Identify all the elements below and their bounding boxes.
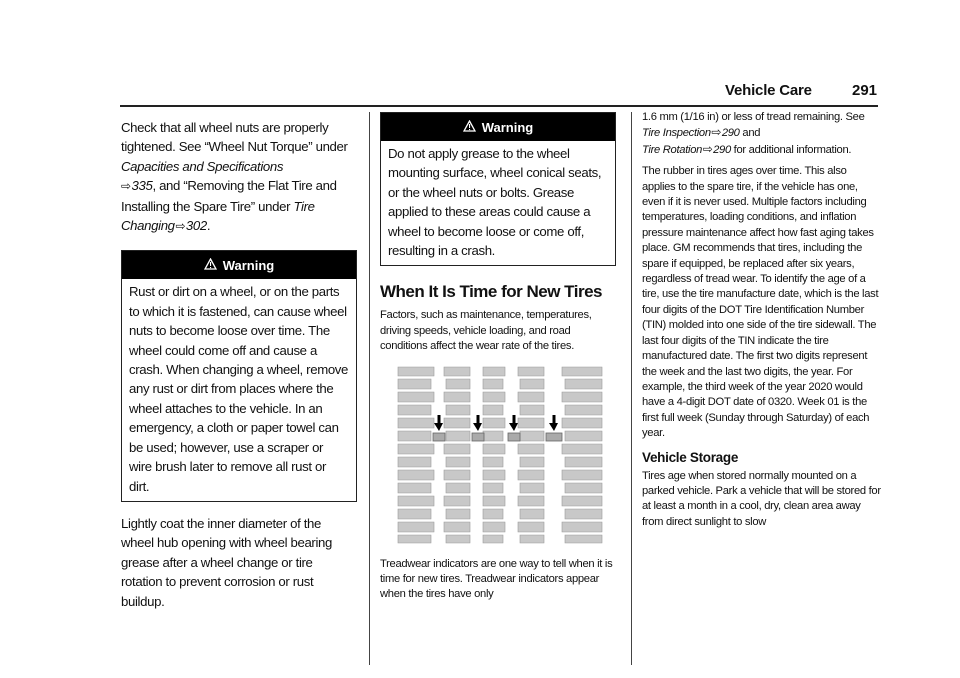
capacities-link[interactable]: Capacities and Specifications xyxy=(121,158,284,174)
storage-paragraph: Tires age when stored normally mounted on a parked vehicle. Park a vehicle that will be stored for at least a month in a cool, dry, clean area away from direct sunlight to slow xyxy=(642,469,881,528)
arrow-right-icon: ⇨ xyxy=(121,179,131,194)
tire-rotation-link[interactable]: Tire Rotation xyxy=(642,143,703,156)
page-link-290[interactable]: 290 xyxy=(713,143,731,156)
page-number: 291 xyxy=(852,82,878,99)
page-link-302[interactable]: 302 xyxy=(185,218,207,234)
warning-triangle-icon xyxy=(463,113,476,143)
warning-title: Warning xyxy=(481,120,534,135)
warning-text: Do not apply grease to the wheel mounting surface, wheel conical seats, or the wheel nuts or bolts. Grease applied to these areas could cause a wheel to become loose or come off, resulting in a crash. xyxy=(388,146,602,259)
warning-title: Warning xyxy=(222,258,275,274)
tire-inspection-link[interactable]: Tire Inspection xyxy=(642,127,711,140)
running-header-title: Vehicle Care xyxy=(725,82,812,99)
arrow-right-icon: ⇨ xyxy=(711,125,722,140)
warning-box-rust xyxy=(121,250,357,501)
section-heading-vehicle-storage: Vehicle Storage xyxy=(642,449,739,465)
warning-triangle-icon xyxy=(204,251,217,281)
header-rule xyxy=(120,105,878,107)
column-divider-right xyxy=(631,112,632,665)
page-link-335[interactable]: 335 xyxy=(131,178,153,194)
tire-changing-link[interactable]: Tire Changing xyxy=(121,198,315,234)
tread-remaining-paragraph: 1.6 mm (1/16 in) or less of tread remaining. See Tire Inspection ⇨ 290 and Tire Rotation ⇨ 290 for additional information. xyxy=(642,111,865,156)
hub-grease-paragraph: Lightly coat the inner diameter of the wheel hub opening with wheel bearing grease after a wheel change or tire rotation to prevent corrosion or rust buildup. xyxy=(121,515,333,609)
wear-factors-paragraph: Factors, such as maintenance, temperatures, driving speeds, vehicle loading, and road conditions affect the wear rate of the tires. xyxy=(380,309,592,353)
warning-text: Rust or dirt on a wheel, or on the parts to which it is fastened, can cause wheel nuts to become loose over time. The wheel could come off and cause a crash. When changing a wheel, remove any rust or dirt from places where the wheel attaches to the vehicle. In an emergency, a cloth or paper towel can be used; however, use a scraper or wire brush later to remove all rust or dirt. xyxy=(129,284,349,494)
treadwear-indicator-illustration xyxy=(396,365,603,545)
warning-header xyxy=(381,113,615,141)
tire-aging-paragraph: The rubber in tires ages over time. This also applies to the spare tire, if the vehicle has one, even if it is never used. Multiple factors including temperatures, loading conditions, and inflation pressure maintenance affect how fast aging takes place. GM recommends that tires, including the spare if equipped, be replaced after six years, regardless of tread wear. To identify the age of a tire, use the tire manufacture date, which is the last four digits of the DOT Tire Identification Number (TIN) molded into one side of the tire sidewall. The last four digits of the TIN indicate the tire manufactured date. The first two digits represent the week and the last two digits, the year. For example, the third week of the year 2020 would have a 4-digit DOT date of 0320. Week 01 is the first full week (Sunday through Saturday) of each year. xyxy=(642,165,879,440)
column-2 xyxy=(380,112,616,603)
column-3 xyxy=(642,110,882,530)
column-1 xyxy=(121,118,357,611)
column-divider-left xyxy=(369,112,370,665)
wheel-nut-paragraph: Check that all wheel nuts are properly tightened. See “Wheel Nut Torque” under Capacities and Specifications ⇨ 335, and “Removing the Flat Tire and Installing the Spare Tire” under Tire Changing ⇨ 302. xyxy=(121,120,348,234)
treadwear-indicators-paragraph: Treadwear indicators are one way to tell when it is time for new tires. Treadwear indicators appear when the tires have only xyxy=(380,557,613,601)
section-heading-new-tires: When It Is Time for New Tires xyxy=(380,282,602,302)
arrow-right-icon: ⇨ xyxy=(702,141,713,156)
arrow-right-icon: ⇨ xyxy=(175,219,186,234)
page-link-290[interactable]: 290 xyxy=(721,127,740,140)
warning-box-grease xyxy=(380,112,616,266)
warning-header xyxy=(122,251,356,279)
